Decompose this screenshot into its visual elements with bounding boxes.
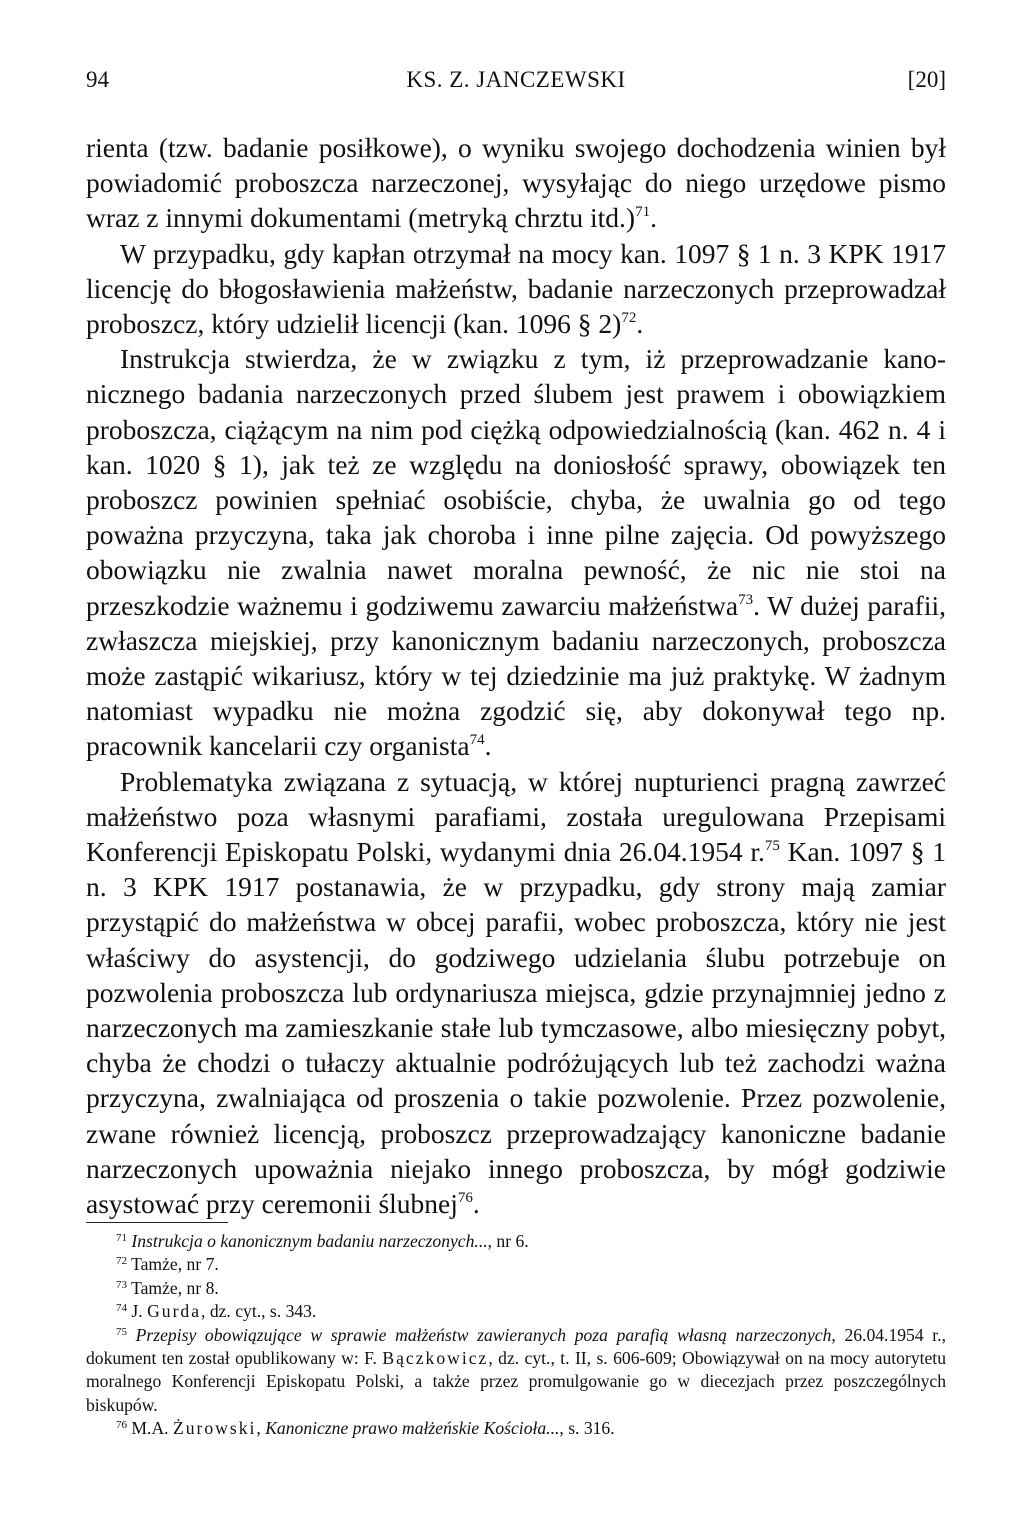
footnote-text: , dz. cyt., t. II, s. 606-609; Obowiązywał on na mocy autorytetu moralnego Konferencji Episkopatu Polski, a także przez promulgowanie go w diecezjach przez poszczególnych biskupów.: [86, 1348, 946, 1415]
footnote-author-initial: M.A.: [131, 1418, 173, 1439]
footnote-number: 71: [116, 1232, 127, 1244]
footnote-71: [86, 1230, 946, 1253]
footnote-text: Tamże, nr 7.: [131, 1254, 219, 1275]
footnote-number: 76: [116, 1419, 127, 1432]
paragraph-text: W dużej parafii, zwłaszcza miejskiej, przy kanonicznym badaniu narzeczonych, proboszcza może zastąpić wikariusz, który w tej dziedzinie ma już praktykę. W żadnym natomiast wypadku nie można zgodzić się, aby dokonywał tego np. pracownik kancelarii czy organista: [86, 589, 946, 762]
footnote-author: Bączkowicz: [382, 1348, 489, 1369]
paragraph-4: [86, 764, 946, 1222]
paragraph-text: .: [636, 308, 644, 340]
paragraph-text: .: [472, 1188, 480, 1220]
paragraph-text: .: [484, 730, 492, 762]
footnote-text: , nr 6.: [487, 1231, 529, 1251]
footnote-75: [86, 1324, 946, 1418]
paragraph-2: [86, 236, 946, 342]
footnote-author: Żurowski: [172, 1418, 257, 1439]
footnote-number: 75: [116, 1325, 127, 1338]
footnote-text: Tamże, nr 8.: [131, 1277, 219, 1298]
footnote-number: 73: [116, 1278, 127, 1291]
footnote-text: , dz. cyt., s. 343.: [201, 1301, 317, 1322]
footnote-author-initial: J.: [131, 1301, 148, 1322]
paragraph-text: Instrukcja stwierdza, że w związku z tym, iż przeprowadzanie kanonicznego badania narzeczonych przed ślubem jest prawem i obowiązkiem proboszcza, ciążącym na nim pod ciężką odpowiedzialnością (kan. 462 n. 4 i kan. 1020 § 1), jak też ze względu na doniosłość sprawy, obowiązek ten proboszcz powinien spełniać osobiście, chyba, że uwalnia go od tego poważna przyczyna, taka jak choroba i inne pilne zajęcia. Od powyższego obowiązku nie zwalnia nawet moralna pewność, że nic nie stoi na przeszkodzie ważnemu i godziwemu zawarciu małżeństwa: [86, 343, 946, 621]
paragraph-1: [86, 130, 946, 236]
paragraph-text: .: [650, 202, 657, 234]
page-number: 94: [86, 67, 109, 92]
footnotes: [86, 1230, 946, 1441]
footnote-number: 74: [116, 1302, 127, 1315]
footnote-text: , s. 316.: [559, 1418, 615, 1439]
paragraph-3: [86, 341, 946, 763]
footnote-76: [86, 1417, 946, 1440]
footnote-ref-75[interactable]: 75: [764, 838, 780, 855]
running-head: [86, 64, 946, 96]
footnote-ref-72[interactable]: 72: [621, 310, 637, 327]
main-text: [86, 130, 946, 1221]
footnote-72: [86, 1253, 946, 1276]
footnote-author: Gurda: [147, 1301, 202, 1322]
paragraph-text: W przypadku, gdy kapłan otrzymał na mocy kan. 1097 § 1 n. 3 KPK 1917 licencję do błogosławienia małżeństw, badanie narzeczonych przeprowadzał proboszcz, który udzielił licencji (kan. 1096 § 2): [86, 237, 946, 340]
section-number: [20]: [907, 67, 946, 92]
footnote-title: Kanoniczne prawo małżeńskie Kościoła...: [265, 1418, 560, 1439]
footnote-text: , 26.04.1954 r., dokument ten został opublikowany w: F.: [86, 1324, 946, 1369]
paragraph-text: Problematyka związana z sytuacją, w której nupturienci pragną zawrzeć małżeństwo poza własnymi parafiami, została uregulowana Przepisami Konferencji Episkopatu Polski, wydanymi dnia 26.04.1954 r.: [86, 765, 946, 868]
footnote-ref-76[interactable]: 76: [457, 1190, 473, 1207]
footnote-title: Przepisy obowiązujące w sprawie małżeństw zawieranych poza parafią własną narzeczonych: [135, 1324, 832, 1345]
paragraph-text: rienta (tzw. badanie posiłkowe), o wyniku swojego dochodzenia winien był powiadomić proboszcza narzeczonej, wysyłając do niego urzędowe pismo wraz z innymi dokumentami (metryką chrztu itd.): [86, 132, 946, 234]
footnote-title: Instrukcja o kanonicznym badaniu narzeczonych...: [131, 1231, 488, 1251]
footnote-73: [86, 1277, 946, 1300]
footnote-ref-73[interactable]: 73: [738, 591, 754, 608]
footnote-ref-74[interactable]: 74: [469, 732, 485, 749]
footnote-ref-71[interactable]: 71: [635, 204, 651, 221]
footnote-number: 72: [116, 1255, 127, 1268]
footnote-text: ,: [256, 1418, 266, 1439]
footnote-74: [86, 1300, 946, 1323]
running-head-author: KS. Z. JANCZEWSKI: [406, 67, 626, 92]
footnote-divider: [86, 1222, 228, 1223]
paragraph-text: Kan. 1097 § 1 n. 3 KPK 1917 postanawia, że w przypadku, gdy strony mają zamiar przystąpić do małżeństwa w obcej parafii, wobec proboszcza, który nie jest właściwy do asystencji, do godziwego udzielania ślubu potrzebuje on pozwolenia proboszcza lub ordynariusza miejsca, gdzie przynajmniej jedno z narzeczonych ma zamieszkanie stałe lub tymczasowe, albo miesięczny pobyt, chyba że chodzi o tułaczy aktualnie podróżujących lub też zachodzi ważna przyczyna, zwalniająca od proszenia o takie pozwolenie. Przez pozwolenie, zwane również licencją, proboszcz przeprowadzający kanoniczne badanie narzeczonych upoważnia niejako innego proboszcza, by mógł godziwie asystować przy ceremonii ślubnej: [86, 836, 946, 1220]
paragraph-text: .: [753, 589, 760, 621]
